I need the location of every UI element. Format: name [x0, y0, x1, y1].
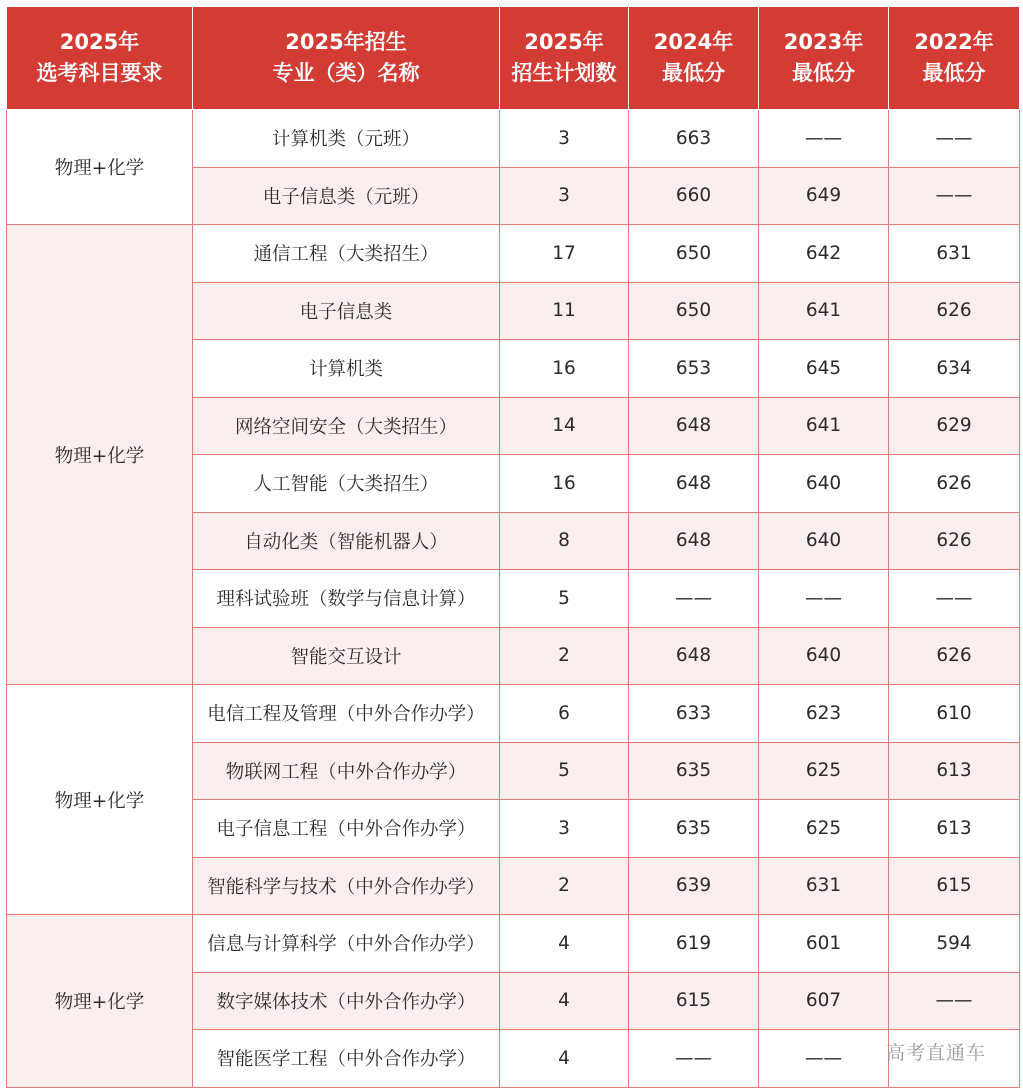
- min-score-2022-cell: 629: [889, 397, 1020, 455]
- min-score-2022-cell: ——: [889, 570, 1020, 628]
- table-row: [7, 225, 1020, 283]
- major-name-cell: 通信工程（大类招生）: [193, 225, 500, 283]
- min-score-2023-cell: 623: [759, 685, 889, 743]
- min-score-2023-cell: ——: [759, 570, 889, 628]
- major-name-cell: 智能医学工程（中外合作办学）: [193, 1030, 500, 1088]
- plan-count-cell: 14: [500, 397, 629, 455]
- major-name-cell: 计算机类（元班）: [193, 110, 500, 168]
- min-score-2022-cell: 615: [889, 857, 1020, 915]
- min-score-2024-cell: 648: [629, 512, 759, 570]
- min-score-2023-cell: 645: [759, 340, 889, 398]
- min-score-2024-cell: 663: [629, 110, 759, 168]
- min-score-2023-cell: 601: [759, 915, 889, 973]
- subject-requirement-cell: 物理+化学: [7, 110, 193, 225]
- header-subject-requirement: 2025年 选考科目要求: [7, 7, 193, 110]
- table-row: [7, 915, 1020, 973]
- major-name-cell: 物联网工程（中外合作办学）: [193, 742, 500, 800]
- min-score-2024-cell: 615: [629, 972, 759, 1030]
- plan-count-cell: 17: [500, 225, 629, 283]
- plan-count-cell: 11: [500, 282, 629, 340]
- major-name-cell: 智能科学与技术（中外合作办学）: [193, 857, 500, 915]
- min-score-2024-cell: 653: [629, 340, 759, 398]
- major-name-cell: 数字媒体技术（中外合作办学）: [193, 972, 500, 1030]
- min-score-2022-cell: 626: [889, 512, 1020, 570]
- min-score-2023-cell: 625: [759, 800, 889, 858]
- min-score-2023-cell: 642: [759, 225, 889, 283]
- plan-count-cell: 16: [500, 340, 629, 398]
- major-name-cell: 电子信息类: [193, 282, 500, 340]
- plan-count-cell: 4: [500, 972, 629, 1030]
- min-score-2024-cell: 650: [629, 282, 759, 340]
- plan-count-cell: 3: [500, 110, 629, 168]
- plan-count-cell: 2: [500, 627, 629, 685]
- plan-count-cell: 5: [500, 570, 629, 628]
- min-score-2022-cell: ——: [889, 110, 1020, 168]
- min-score-2024-cell: 650: [629, 225, 759, 283]
- min-score-2023-cell: 640: [759, 455, 889, 513]
- plan-count-cell: 3: [500, 800, 629, 858]
- major-name-cell: 智能交互设计: [193, 627, 500, 685]
- header-major-name: 2025年招生 专业（类）名称: [193, 7, 500, 110]
- min-score-2024-cell: 635: [629, 742, 759, 800]
- min-score-2024-cell: ——: [629, 1030, 759, 1088]
- min-score-2023-cell: 641: [759, 282, 889, 340]
- min-score-2022-cell: 613: [889, 800, 1020, 858]
- min-score-2024-cell: 648: [629, 455, 759, 513]
- major-name-cell: 电信工程及管理（中外合作办学）: [193, 685, 500, 743]
- major-name-cell: 自动化类（智能机器人）: [193, 512, 500, 570]
- header-min-score-2023: 2023年 最低分: [759, 7, 889, 110]
- major-name-cell: 信息与计算科学（中外合作办学）: [193, 915, 500, 973]
- min-score-2024-cell: 633: [629, 685, 759, 743]
- min-score-2022-cell: 631: [889, 225, 1020, 283]
- min-score-2022-cell: 634: [889, 340, 1020, 398]
- min-score-2023-cell: ——: [759, 1030, 889, 1088]
- header-plan-count: 2025年 招生计划数: [500, 7, 629, 110]
- min-score-2022-cell: 610: [889, 685, 1020, 743]
- min-score-2024-cell: 660: [629, 167, 759, 225]
- min-score-2024-cell: 635: [629, 800, 759, 858]
- subject-requirement-cell: 物理+化学: [7, 915, 193, 1088]
- plan-count-cell: 16: [500, 455, 629, 513]
- min-score-2024-cell: ——: [629, 570, 759, 628]
- header-min-score-2024: 2024年 最低分: [629, 7, 759, 110]
- plan-count-cell: 4: [500, 1030, 629, 1088]
- min-score-2023-cell: 631: [759, 857, 889, 915]
- table-body: [7, 110, 1020, 1088]
- subject-requirement-cell: 物理+化学: [7, 225, 193, 685]
- min-score-2022-cell: ——: [889, 167, 1020, 225]
- table-row: [7, 110, 1020, 168]
- major-name-cell: 网络空间安全（大类招生）: [193, 397, 500, 455]
- subject-requirement-cell: 物理+化学: [7, 685, 193, 915]
- min-score-2023-cell: 607: [759, 972, 889, 1030]
- plan-count-cell: 4: [500, 915, 629, 973]
- min-score-2023-cell: 640: [759, 627, 889, 685]
- header-min-score-2022: 2022年 最低分: [889, 7, 1020, 110]
- min-score-2023-cell: 625: [759, 742, 889, 800]
- plan-count-cell: 5: [500, 742, 629, 800]
- min-score-2023-cell: 649: [759, 167, 889, 225]
- min-score-2023-cell: 641: [759, 397, 889, 455]
- min-score-2022-cell: 626: [889, 455, 1020, 513]
- min-score-2022-cell: ——: [889, 972, 1020, 1030]
- min-score-2023-cell: ——: [759, 110, 889, 168]
- min-score-2023-cell: 640: [759, 512, 889, 570]
- table-row: [7, 685, 1020, 743]
- plan-count-cell: 3: [500, 167, 629, 225]
- admission-score-table: [6, 6, 1020, 1088]
- min-score-2024-cell: 619: [629, 915, 759, 973]
- min-score-2022-cell: 626: [889, 282, 1020, 340]
- major-name-cell: 理科试验班（数学与信息计算）: [193, 570, 500, 628]
- plan-count-cell: 6: [500, 685, 629, 743]
- plan-count-cell: 2: [500, 857, 629, 915]
- major-name-cell: 人工智能（大类招生）: [193, 455, 500, 513]
- min-score-2022-cell: 613: [889, 742, 1020, 800]
- major-name-cell: 电子信息类（元班）: [193, 167, 500, 225]
- watermark: 高考直通车: [886, 1042, 987, 1064]
- min-score-2024-cell: 648: [629, 627, 759, 685]
- min-score-2024-cell: 648: [629, 397, 759, 455]
- header-row: [7, 7, 1020, 110]
- major-name-cell: 电子信息工程（中外合作办学）: [193, 800, 500, 858]
- min-score-2022-cell: 594: [889, 915, 1020, 973]
- min-score-2024-cell: 639: [629, 857, 759, 915]
- min-score-2022-cell: 626: [889, 627, 1020, 685]
- major-name-cell: 计算机类: [193, 340, 500, 398]
- plan-count-cell: 8: [500, 512, 629, 570]
